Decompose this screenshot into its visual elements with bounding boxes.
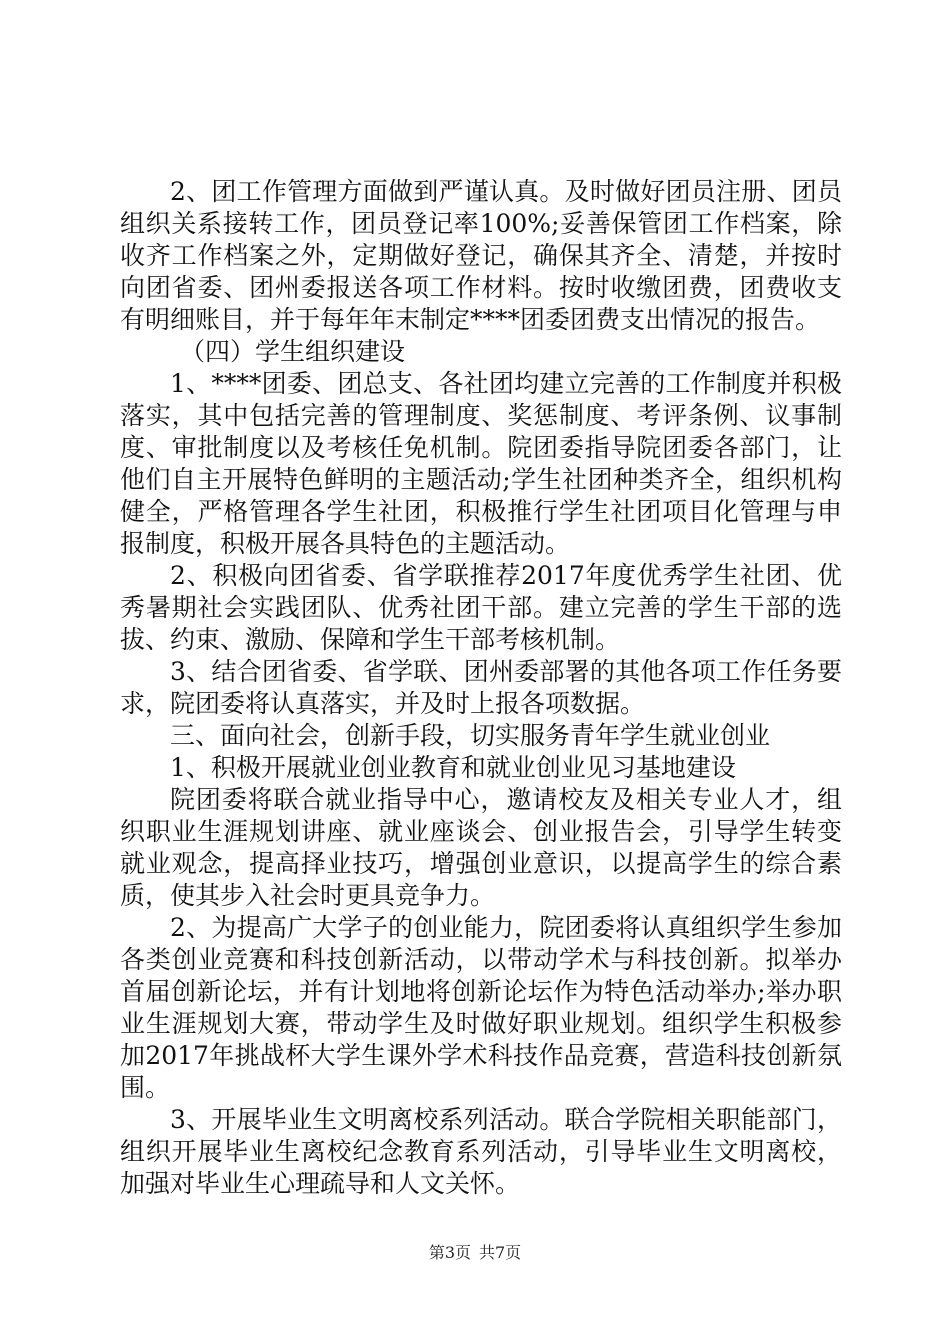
paragraph-innovation-competitions: 2、为提高广大学子的创业能力，院团委将认真组织学生参加各类创业竞赛和科技创新活动，以带动学术与科技创新。拟举办首届创新论坛，并有计划地将创新论坛作为特色活动举办;举办职业生涯规划大赛，带动学生及时做好职业规划。组织学生积极参加2017年挑战杯大学生课外学术科技作品竞赛，营造科技创新氛围。 — [120, 913, 842, 1102]
page-footer — [0, 1240, 950, 1263]
paragraph-recommendation: 2、积极向团省委、省学联推荐2017年度优秀学生社团、优秀暑期社会实践团队、优秀社团干部。建立完善的学生干部的选拔、约束、激励、保障和学生干部考核机制。 — [120, 561, 842, 654]
paragraph-task-requirements: 3、结合团省委、省学联、团州委部署的其他各项工作任务要求，院团委将认真落实，并及时上报各项数据。 — [120, 657, 842, 718]
section-heading-student-organization: （四）学生组织建设 — [180, 337, 406, 366]
paragraph-team-management: 2、团工作管理方面做到严谨认真。及时做好团员注册、团员组织关系接转工作，团员登记率100%;妥善保管团工作档案，除收齐工作档案之外，定期做好登记，确保其齐全、清楚，并按时向团省委、团州委报送各项工作材料。按时收缴团费，团费收支有明细账目，并于每年年末制定****团委团费支出情况的报告。 — [120, 177, 842, 334]
paragraph-graduate-activities: 3、开展毕业生文明离校系列活动。联合学院相关职能部门，组织开展毕业生离校纪念教育系列活动，引导毕业生文明离校，加强对毕业生心理疏导和人文关怀。 — [120, 1105, 842, 1198]
paragraph-employment-guidance: 院团委将联合就业指导中心，邀请校友及相关专业人才，组织职业生涯规划讲座、就业座谈会、创业报告会，引导学生转变就业观念，提高择业技巧，增强创业意识，以提高学生的综合素质，使其步入社会时更具竞争力。 — [120, 785, 842, 910]
paragraph-organization-system: 1、****团委、团总支、各社团均建立完善的工作制度并积极落实，其中包括完善的管理制度、奖惩制度、考评条例、议事制度、审批制度以及考核任免机制。院团委指导院团委各部门，让他们自主开展特色鲜明的主题活动;学生社团种类齐全，组织机构健全，严格管理各学生社团，积极推行学生社团项目化管理与申报制度，积极开展各具特色的主题活动。 — [120, 369, 842, 558]
subheading-employment-education: 1、积极开展就业创业教育和就业创业见习基地建设 — [170, 753, 736, 782]
page-number-current: 第3页 — [428, 1243, 471, 1262]
page-number-total: 共7页 — [479, 1243, 522, 1262]
section-heading-employment: 三、面向社会，创新手段，切实服务青年学生就业创业 — [170, 721, 771, 750]
document-body — [120, 176, 842, 1200]
